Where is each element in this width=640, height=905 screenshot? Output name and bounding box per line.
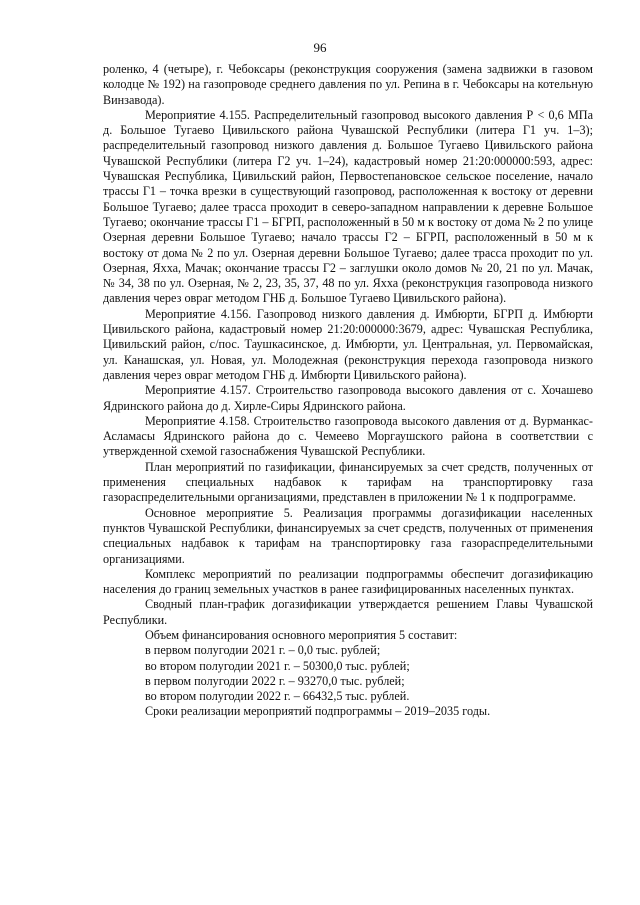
paragraph-measures-complex: Комплекс мероприятий по реализации подпрограммы обеспечит догазификацию населения до границ земельных участков в ранее газифицированных населенных пунктах. [103,566,593,597]
paragraph-measure-4-158: Мероприятие 4.158. Строительство газопровода высокого давления от д. Вурманкас-Асламасы Ядринского района до с. Чемеево Моргаушского района в соответствии с утвержденной схемой газоснабжения Чувашской Республики. [103,413,593,459]
funding-line-h1-2022: в первом полугодии 2022 г. – 93270,0 тыс. рублей; [145,673,405,688]
paragraph-measure-4-157: Мероприятие 4.157. Строительство газопровода высокого давления от с. Хочашево Ядринского района до д. Хирле-Сиры Ядринского района. [103,383,593,413]
paragraph-implementation-period: Сроки реализации мероприятий подпрограммы – 2019–2035 годы. [145,704,491,719]
paragraph-schedule: Сводный план-график догазификации утверждается решением Главы Чувашской Республики. [103,597,593,627]
document-body [103,62,593,720]
funding-line-h2-2022: во втором полугодии 2022 г. – 66432,5 тыс. рублей. [145,689,410,704]
funding-line-h2-2021: во втором полугодии 2021 г. – 50300,0 тыс. рублей; [145,658,410,673]
paragraph-gasification-plan: План мероприятий по газификации, финансируемых за счет средств, полученных от применения специальных надбавок к тарифам на транспортировку газа газораспределительными организациями, представлен в приложении № 1 к подпрограмме. [103,459,593,505]
paragraph-funding-intro: Объем финансирования основного мероприятия 5 составит: [145,627,458,642]
paragraph-measure-4-155: Мероприятие 4.155. Распределительный газопровод высокого давления Р < 0,6 МПа д. Большое Тугаево Цивильского района Чувашской Республики (литера Г1 уч. 1–3); распределительный газопровод низкого давления д. Большое Тугаево Цивильского района Чувашской Республики (литера Г2 уч. 1–24), кадастровый номер 21:20:000000:593, адрес: Чувашская Республика, Цивильский район, Первостепановское сельское поселение, начало трассы Г1 – точка врезки в существующий газопровод, расположенная к востоку от деревни Большое Тугаево; далее трасса проходит в северо-западном направлении к деревне Большое Тугаево; окончание трассы Г1 – БГРП, расположенный в 50 м к востоку от дома № 2 по улице Озерная деревни Большое Тугаево; начало трассы Г2 – БГРП, расположенный в 50 м к востоку от дома № 2 по ул. Озерная деревни Большое Тугаево; далее трасса проходит по ул. Озерная, Яхха, Мачак; окончание трассы Г2 – заглушки около домов № 20, 21 по ул. Мачак, № 34, 38 по ул. Озерная, № 2, 23, 35, 37, 48 по ул. Яхха (реконструкция газопровода низкого давления через овраг методом ГНБ д. Большое Тугаево Цивильского района). [103,107,593,306]
paragraph-measure-4-156: Мероприятие 4.156. Газопровод низкого давления д. Имбюрти, БГРП д. Имбюрти Цивильского района, кадастровый номер 21:20:000000:3679, адрес: Чувашская Республика, Цивильский район, с/пос. Таушкасинское, д. Имбюрти, ул. Центральная, ул. Первомайская, ул. Канашская, ул. Новая, ул. Молодежная (реконструкция перехода газопровода низкого давления через овраг методом ГНБ д. Имбюрти Цивильского района). [103,306,593,382]
funding-line-h1-2021: в первом полугодии 2021 г. – 0,0 тыс. рублей; [145,643,381,658]
paragraph-continuation: роленко, 4 (четыре), г. Чебоксары (реконструкция сооружения (замена задвижки в газовом колодце № 192) на газопроводе среднего давления по ул. Репина в г. Чебоксары на котельную Винзавода). [103,62,593,107]
page-number: 96 [313,40,327,55]
paragraph-main-measure-5: Основное мероприятие 5. Реализация программы догазификации населенных пунктов Чувашской Республики, финансируемых за счет средств, полученных от применения специальных надбавок к тарифам на транспортировку газа газораспределительными организациями. [103,505,593,566]
